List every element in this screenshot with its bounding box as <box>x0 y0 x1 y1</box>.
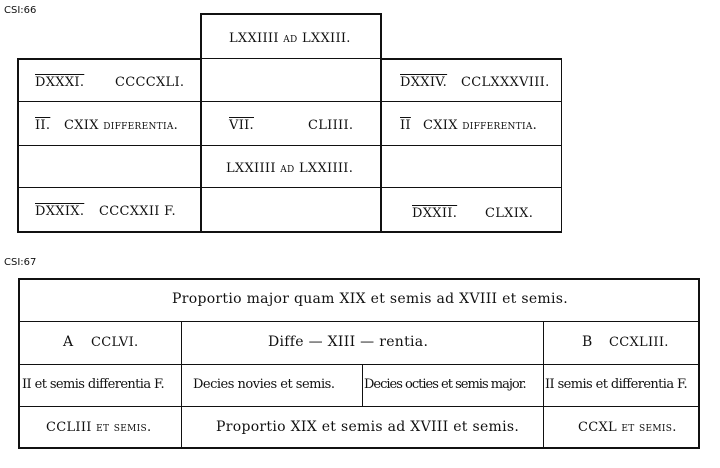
rule <box>18 321 700 322</box>
cell-r3-c4: II semis et differentia F. <box>545 377 687 392</box>
rule <box>18 278 700 280</box>
rule <box>362 364 363 406</box>
table-67-label: CSI:67 <box>4 257 37 268</box>
rule <box>17 145 201 146</box>
cell-numeral: $\overline{II}$ <box>400 118 411 133</box>
rule <box>381 58 562 60</box>
rule <box>18 447 700 449</box>
rule <box>380 13 382 233</box>
cell-value: CCLXXXVIII. <box>461 75 550 90</box>
cell-r3-c2: Decies novies et semis. <box>193 377 335 392</box>
rule <box>381 101 562 102</box>
cell-top-middle: LXXIIII ad LXXIII. <box>229 31 351 46</box>
rule <box>17 187 201 188</box>
cell-numeral: DXXIV. <box>400 75 448 90</box>
cell-value: CLIIII. <box>308 118 354 133</box>
cell-b-value: CCXLIII. <box>609 335 669 350</box>
rule <box>561 58 562 233</box>
rule <box>201 145 381 146</box>
rule <box>201 58 381 59</box>
cell-middle-row3: LXXIIII ad LXXIIII. <box>226 161 354 176</box>
header-row: Proportio major quam XIX et semis ad XVIII et semis. <box>172 291 569 307</box>
rule <box>18 406 700 407</box>
cell-numeral: II. <box>35 118 51 133</box>
rule <box>18 364 700 365</box>
cell-value: CLXIX. <box>485 206 534 221</box>
rule <box>17 101 201 102</box>
cell-r3-c3: Decies octies et semis major. <box>364 377 526 392</box>
rule <box>17 58 19 233</box>
cell-value: CXIX differentia. <box>423 118 538 133</box>
cell-value: CXIX differentia. <box>64 118 179 133</box>
rule <box>201 13 381 15</box>
rule <box>200 13 202 233</box>
rule <box>201 231 381 233</box>
cell-r4-c2: Proportio XIX et semis ad XVIII et semis. <box>216 419 520 435</box>
cell-differentia: Diffe — XIII — rentia. <box>268 334 429 350</box>
cell-r4-c3: CCXL et semis. <box>578 420 677 435</box>
cell-r3-c1: II et semis differentia F. <box>22 377 164 392</box>
rule <box>17 58 201 60</box>
table-66-label: CSI:66 <box>4 5 37 16</box>
cell-numeral: VII. <box>229 118 254 133</box>
cell-a-letter: A <box>63 334 74 350</box>
cell-numeral: DXXII. <box>412 206 458 221</box>
cell-a-value: CCLVI. <box>91 335 139 350</box>
cell-value: CCCXXII F. <box>99 204 176 219</box>
rule <box>17 231 201 233</box>
cell-value: CCCCXLI. <box>115 75 185 90</box>
cell-b-letter: B <box>582 334 593 350</box>
rule <box>381 145 562 146</box>
rule <box>201 187 381 188</box>
cell-numeral: DXXXI. <box>35 75 85 90</box>
cell-numeral: DXXIX. <box>35 204 85 219</box>
rule <box>543 321 544 448</box>
cell-r4-c1: CCLIII et semis. <box>46 420 152 435</box>
rule <box>381 231 562 233</box>
rule <box>181 321 182 448</box>
rule <box>201 101 381 102</box>
rule <box>381 187 562 188</box>
